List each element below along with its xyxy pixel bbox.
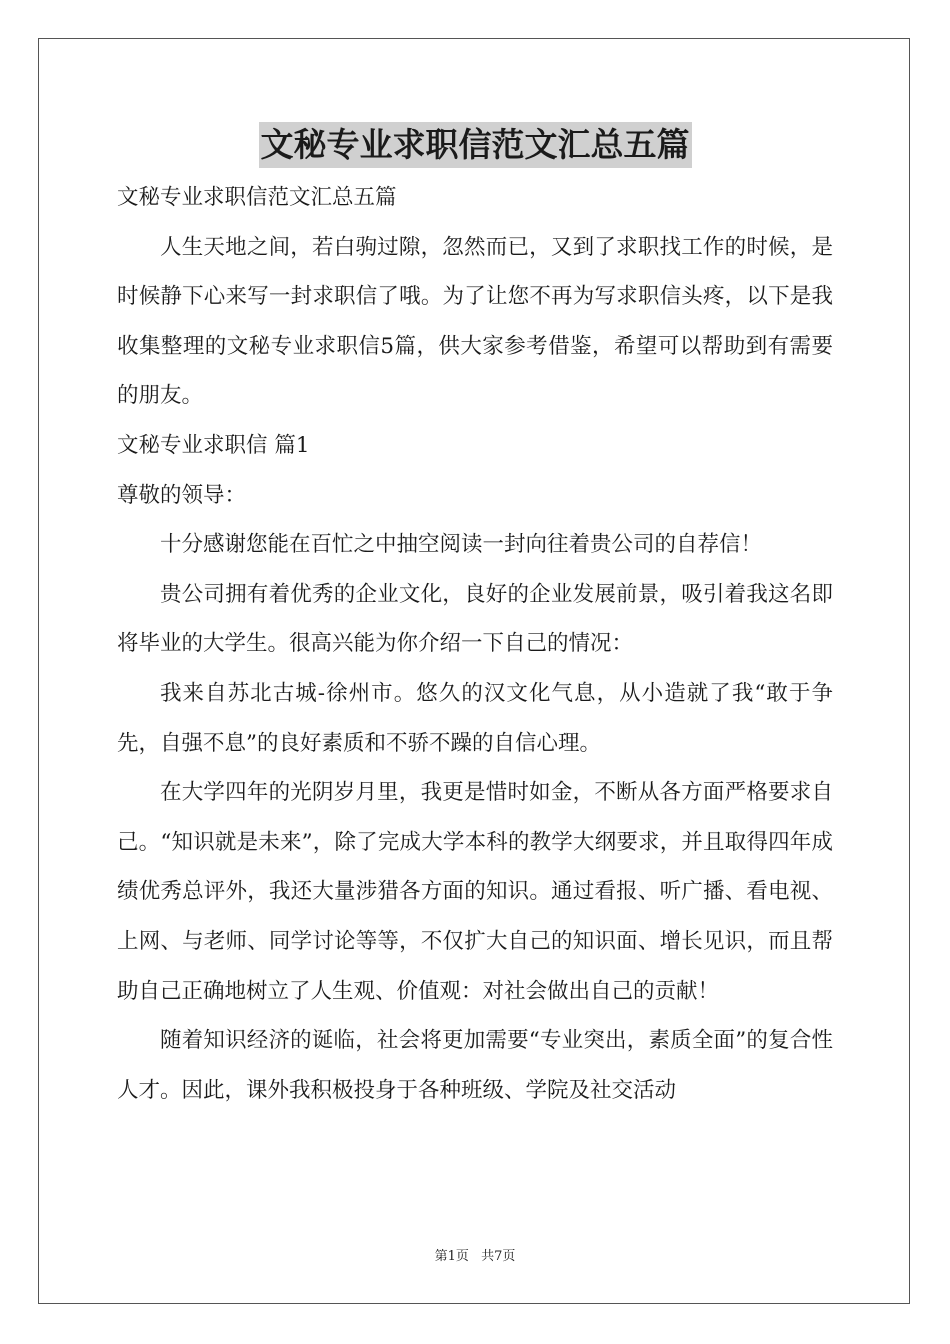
page-footer: [0, 1248, 950, 1266]
paragraph: 我来自苏北古城-徐州市。悠久的汉文化气息，从小造就了我“敢于争先，自强不息”的良好素质和不骄不躁的自信心理。: [117, 680, 833, 756]
document-title: 文秘专业求职信范文汇总五篇: [259, 122, 692, 168]
page-total: 共7页: [481, 1249, 516, 1264]
paragraph: 在大学四年的光阴岁月里，我更是惜时如金，不断从各方面严格要求自己。“知识就是未来”，除了完成大学本科的教学大纲要求，并且取得四年成绩优秀总评外，我还大量涉猎各方面的知识。通过看报、听广播、看电视、上网、与老师、同学讨论等等，不仅扩大自己的知识面、增长见识，而且帮助自己正确地树立了人生观、价值观：对社会做出自己的贡献！: [117, 780, 833, 1004]
paragraph: 人生天地之间，若白驹过隙，忽然而已，又到了求职找工作的时候，是时候静下心来写一封求职信了哦。为了让您不再为写求职信头疼，以下是我收集整理的文秘专业求职信5篇，供大家参考借鉴，希望可以帮助到有需要的朋友。: [117, 234, 833, 409]
paragraph: 随着知识经济的诞临，社会将更加需要“专业突出，素质全面”的复合性人才。因此，课外我积极投身于各种班级、学院及社交活动: [117, 1028, 833, 1103]
paragraph: 十分感谢您能在百忙之中抽空阅读一封向往着贵公司的自荐信！: [160, 532, 763, 558]
page-number: 第1页: [434, 1249, 469, 1264]
paragraph: 文秘专业求职信 篇1: [117, 432, 310, 458]
paragraph: 尊敬的领导：: [117, 482, 247, 508]
paragraph: 文秘专业求职信范文汇总五篇: [117, 185, 397, 210]
document-body: [117, 173, 833, 1115]
title-container: [0, 122, 950, 168]
paragraph: 贵公司拥有着优秀的企业文化，良好的企业发展前景，吸引着我这名即将毕业的大学生。很高兴能为你介绍一下自己的情况：: [117, 581, 833, 657]
